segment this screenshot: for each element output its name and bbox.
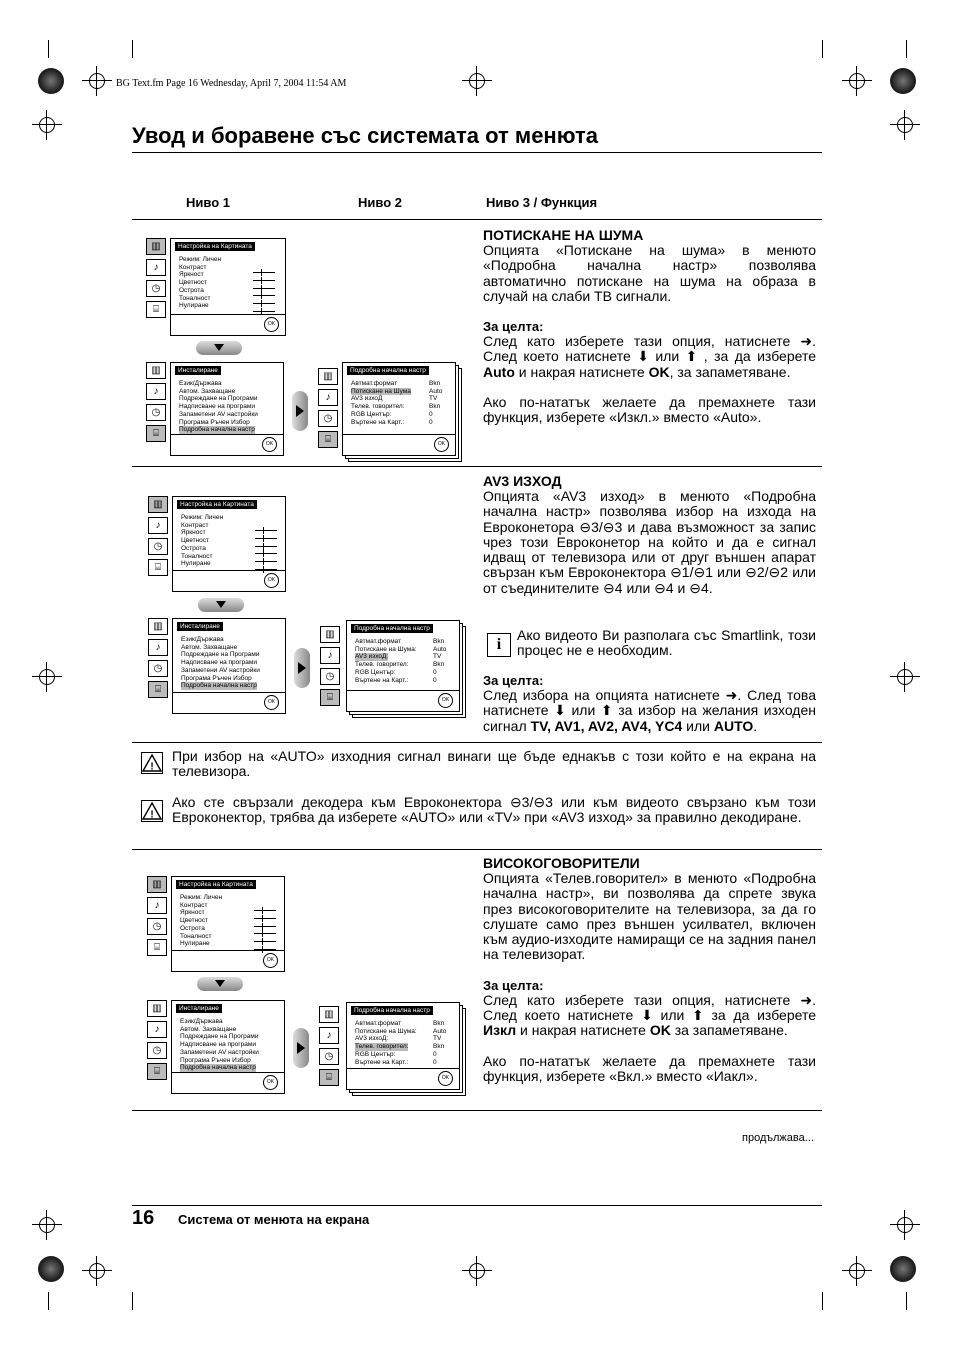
ok-icon: OK	[263, 953, 278, 968]
footer-label: Система от менюта на екрана	[178, 1212, 370, 1227]
menu-title: Подробна начална настр	[347, 366, 429, 375]
right-arrow-icon	[292, 391, 308, 431]
down-arrow-icon	[196, 341, 242, 355]
ok-icon: OK	[262, 437, 277, 452]
timer-menu-icon: ◷	[146, 280, 166, 297]
registration-mark	[890, 662, 920, 692]
registration-disc-tl	[38, 68, 64, 94]
svg-text:!: !	[150, 809, 154, 821]
registration-mark	[32, 1210, 62, 1240]
timer-menu-icon: ◷	[318, 410, 338, 427]
registration-mark	[32, 110, 62, 140]
registration-mark	[462, 1256, 492, 1286]
picture-menu-icon: ▥	[146, 362, 166, 379]
paragraph: Опцията «AV3 изход» в менюто «Подробна начална настр» позволява избор на изхода на Евроконетора ⊖3/⊖3 и дава възможност за запис чрез този Евроконетор на който и да е сигнал идващ от телевизора или от друг външен апарат свързан към Евроконектора ⊖1/⊖1 или ⊖2/⊖2 или от съединителите ⊖4 или ⊖4 и ⊖4.	[483, 488, 816, 596]
paragraph: След като изберете тази опция, натиснете ➜. След което натиснете ⬇ или ⬆ , за да изберете Auto и накрая натиснете OK, за запаметяване.	[483, 333, 816, 380]
level-1-label: Ниво 1	[186, 195, 230, 210]
sound-menu-icon: ♪	[318, 389, 338, 406]
paragraph: Ако по-нататък желаете да премахнете тази функция, изберете «Изкл.» вместо «Auto».	[483, 394, 816, 426]
down-arrow-icon	[197, 977, 243, 991]
ok-icon: OK	[264, 317, 279, 332]
ok-icon: OK	[264, 573, 279, 588]
warning-text: При избор на «AUTO» изходния сигнал винаги ще бъде еднакъв с този който е на екрана на телевизора.	[172, 748, 816, 780]
picture-menu-icon: ▥	[318, 368, 338, 385]
ok-icon: OK	[263, 1075, 278, 1090]
registration-disc-bl	[38, 1256, 64, 1282]
goal-label: За целта:	[483, 977, 544, 993]
sound-menu-icon: ♪	[146, 259, 166, 276]
sound-menu-icon: ♪	[146, 383, 166, 400]
registration-mark	[32, 662, 62, 692]
registration-mark	[890, 110, 920, 140]
warning-icon	[141, 752, 163, 774]
menu-title: Инсталиране	[175, 366, 221, 375]
section-heading-speakers: ВИСОКОГОВОРИТЕЛИ	[483, 855, 640, 871]
info-note: Ако видеото Ви разполага със Smartlink, този процес не е необходим.	[517, 627, 816, 659]
continued-note: продължава...	[742, 1132, 814, 1144]
menu-diagram-av3: ▥ ♪ ◷ ⌸ Настройка на Картината Режим: Личен Контраст Яркност Цветност Острота Тоналност Нулиране OK ▥ ♪ ◷ ⌸ Инсталиране Език/Държава Автом. Захващане Подреждане на Програми Надписване на програми Запаметени AV настройки Програма Ръчен Избор Подробна начална настр OK ▥ ♪ ◷ ⌸ Подробна начална настр Автмат.формат Потискане на Шума: AV3 изхоД: Телев. говорител: RGB Център: Въртене на Карт.: Bkn Auto TV Bkn 0 0 OK	[148, 494, 478, 719]
registration-disc-br	[890, 1256, 916, 1282]
setup-menu-icon: ⌸	[318, 431, 338, 448]
level-2-label: Ниво 2	[358, 195, 402, 210]
menu-title: Настройка на Картината	[175, 242, 255, 251]
registration-mark	[842, 66, 872, 96]
ok-icon: OK	[264, 695, 279, 710]
setup-menu-icon: ⌸	[146, 425, 166, 442]
paragraph: След като изберете тази опция, натиснете ➜. След което натиснете ⬇ или ⬆ за да изберете Изкл и накрая натиснете OK за запаметяване.	[483, 991, 816, 1039]
paragraph: Опцията «Потискане на шума» в менюто «Подробна начална настр» позволява автоматично потискане на шума на образа в случай на слаби ТВ сигнали.	[483, 242, 816, 304]
paragraph: Опцията «Телев.говорител» в менюто «Подробна начална настр», ви позволява да спрете звука през високоговорителите на телевизора, за да го слушате само през външен усилвател, включен към аудио-изходите намиращи се на задния панел на телевизорат.	[483, 870, 816, 963]
menu-diagram-noise: ▥ ♪ ◷ ⌸ Настройка на Картината Режим: Личен Контраст Яркност Цветност Острота Тоналност Нулиране OK ▥ ♪ ◷ ⌸ Инсталиране Език/Държава Автом. Захващане Подреждане на Програми Надписване на програми Запаметени AV настройки Програма Ръчен Избор Подробна начална настр OK ▥ ♪ ◷ ⌸ Подробна начална настр Автмат.формат Потискане на Шума AV3 изхоД Телев. говорител: RGB Център: Въртене на Карт.: Bkn Auto TV Bkn 0 0 OK	[146, 236, 476, 461]
warning-text: Ако сте свързали декодера към Евроконектора ⊖3/⊖3 или към видеото свързано към този Евроконектор, трябва да изберете «AUTO» или «TV» при «AV3 изход» за правилно декодиране.	[172, 794, 816, 826]
registration-mark	[842, 1256, 872, 1286]
paragraph: След избора на опцията натиснете ➜. След това натиснете ⬇ или ⬆ за избор на желания изходен сигнал TV, AV1, AV2, AV4, YC4 или AUTO.	[483, 687, 816, 734]
registration-mark	[82, 66, 112, 96]
section-heading-av3: AV3 ИЗХОД	[483, 473, 562, 489]
info-icon: i	[487, 633, 511, 657]
right-arrow-icon	[293, 1028, 309, 1068]
registration-mark	[82, 1256, 112, 1286]
ok-icon: OK	[438, 1071, 453, 1086]
down-arrow-icon	[198, 598, 244, 612]
ok-icon: OK	[434, 437, 449, 452]
page-number: 16	[132, 1207, 155, 1229]
goal-label: За целта:	[483, 673, 544, 688]
goal-label: За целта:	[483, 319, 544, 335]
registration-mark	[462, 66, 492, 96]
paragraph: Ако по-нататък желаете да премахнете тази функция, изберете «Вкл.» вместо «Иакл».	[483, 1052, 816, 1084]
svg-text:!: !	[150, 761, 154, 773]
page-title: Увод и боравене със системата от менюта	[132, 123, 598, 148]
setup-menu-icon: ⌸	[146, 301, 166, 318]
picture-menu-icon: ▥	[146, 238, 166, 255]
section-heading-noise: ПОТИСКАНЕ НА ШУМА	[483, 227, 644, 243]
ok-icon: OK	[438, 693, 453, 708]
menu-diagram-speakers: ▥ ♪ ◷ ⌸ Настройка на Картината Режим: Личен Контраст Яркност Цветност Острота Тоналност Нулиране OK ▥ ♪ ◷ ⌸ Инсталиране Език/Държава Автом. Захващане Подреждане на Програми Надписване на програми Запаметени AV настройки Програма Ръчен Избор Подробна начална настр OK ▥ ♪ ◷ ⌸ Подробна начална настр Автмат.формат Потискане на Шума: AV3 изхоД: Телев. говорител: RGB Център: Въртене на Карт.: Bkn Auto TV Bkn 0 0 OK	[147, 874, 477, 1099]
warning-icon	[141, 800, 163, 822]
timer-menu-icon: ◷	[146, 404, 166, 421]
right-arrow-icon	[294, 648, 310, 688]
registration-mark	[890, 1210, 920, 1240]
file-header: BG Text.fm Page 16 Wednesday, April 7, 2004 11:54 AM	[116, 78, 347, 89]
level-3-label: Ниво 3 / Функция	[486, 195, 598, 210]
registration-disc-tr	[890, 68, 916, 94]
